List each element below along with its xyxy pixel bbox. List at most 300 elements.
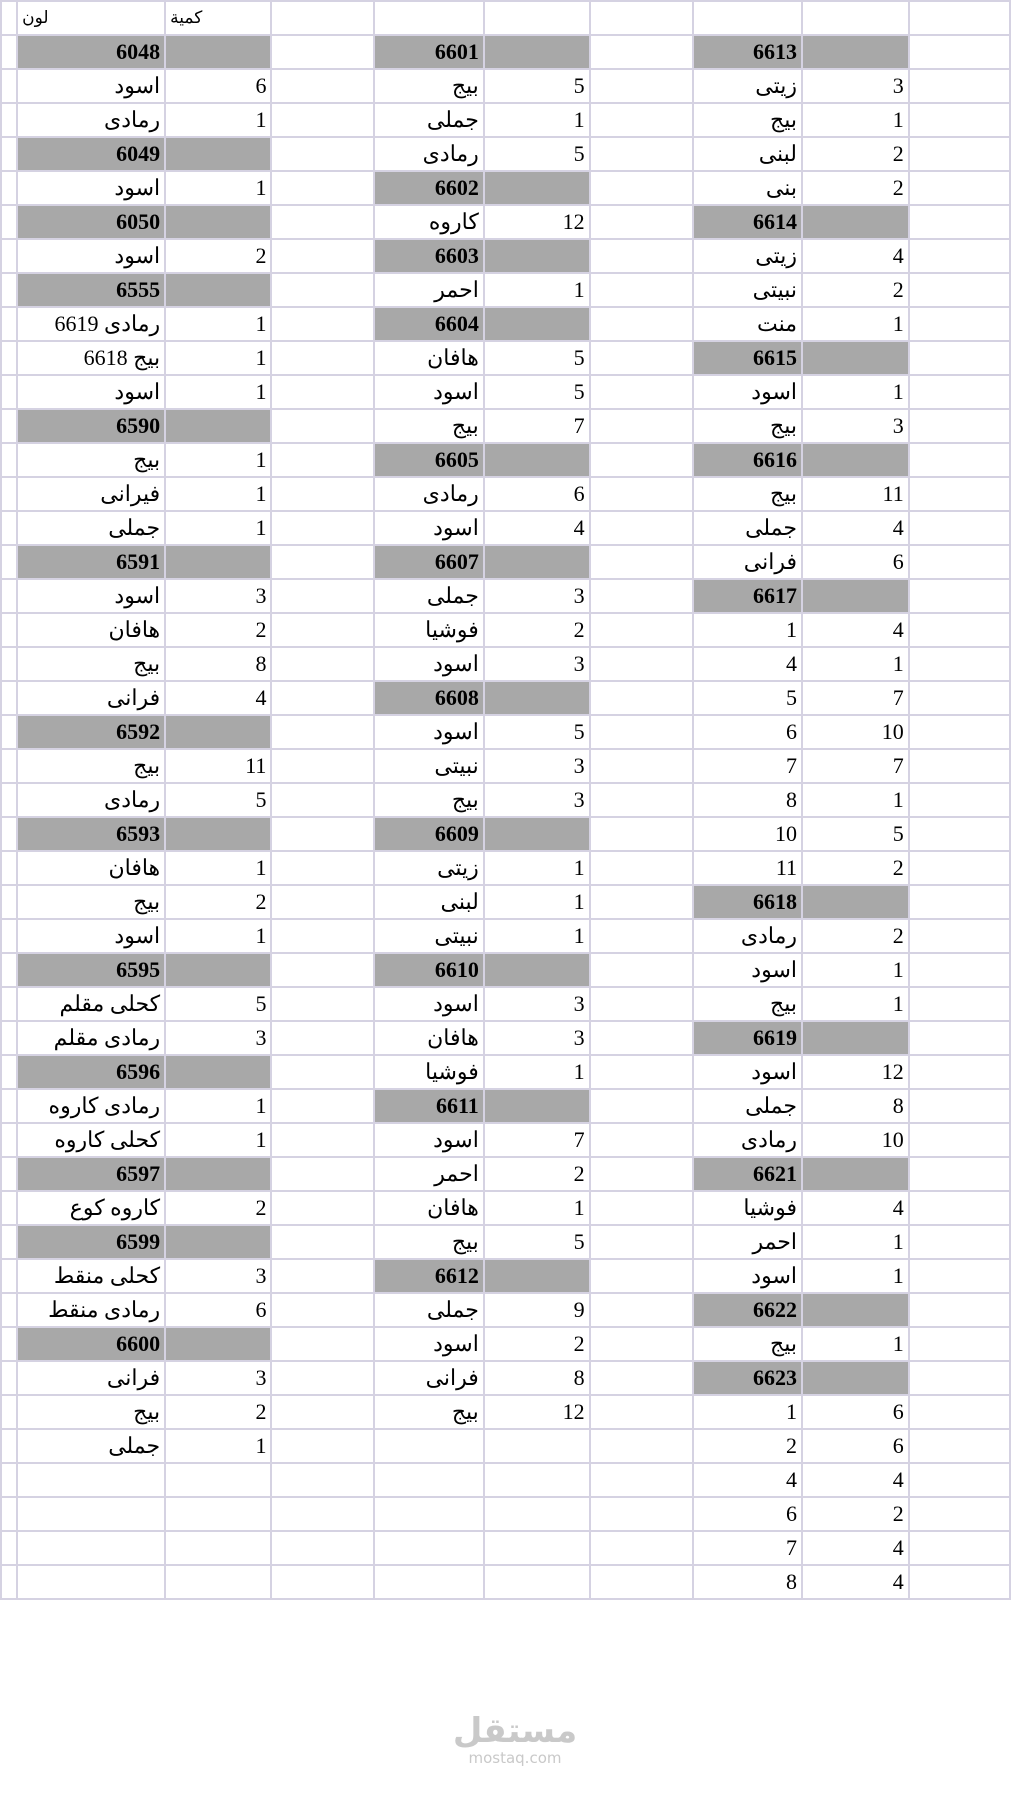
quantity-cell[interactable]: 11: [165, 749, 271, 783]
model-code-cell[interactable]: 6613: [693, 35, 802, 69]
row-gutter-cell[interactable]: [1, 647, 17, 681]
model-code-cell[interactable]: 6622: [693, 1293, 802, 1327]
color-cell[interactable]: فوشيا: [374, 1055, 483, 1089]
empty-cell[interactable]: [271, 1055, 374, 1089]
quantity-cell[interactable]: 12: [484, 205, 590, 239]
model-code-cell[interactable]: 6596: [17, 1055, 165, 1089]
quantity-cell[interactable]: 1: [802, 103, 909, 137]
color-cell[interactable]: 7: [693, 749, 802, 783]
quantity-cell[interactable]: 1: [165, 341, 271, 375]
empty-cell[interactable]: [590, 919, 693, 953]
quantity-cell[interactable]: 5: [484, 137, 590, 171]
row-gutter-cell[interactable]: [1, 1259, 17, 1293]
empty-cell[interactable]: [271, 239, 374, 273]
color-cell[interactable]: بيج: [693, 477, 802, 511]
color-cell[interactable]: جملى: [17, 1429, 165, 1463]
model-code-cell[interactable]: 6619: [693, 1021, 802, 1055]
quantity-cell[interactable]: 12: [802, 1055, 909, 1089]
row-gutter-cell[interactable]: [1, 919, 17, 953]
empty-cell[interactable]: [590, 375, 693, 409]
row-gutter-cell[interactable]: [1, 851, 17, 885]
empty-cell[interactable]: [271, 613, 374, 647]
empty-cell[interactable]: [271, 1463, 374, 1497]
quantity-cell[interactable]: 3: [165, 1259, 271, 1293]
row-gutter-cell[interactable]: [1, 375, 17, 409]
color-cell[interactable]: جملى: [374, 103, 483, 137]
color-cell[interactable]: اسود: [17, 171, 165, 205]
model-code-cell[interactable]: 6602: [374, 171, 483, 205]
color-cell[interactable]: اسود: [374, 375, 483, 409]
color-cell[interactable]: اسود: [374, 1327, 483, 1361]
model-code-cell[interactable]: 6600: [17, 1327, 165, 1361]
empty-cell[interactable]: [271, 1531, 374, 1565]
quantity-cell[interactable]: 1: [484, 1055, 590, 1089]
empty-cell[interactable]: [590, 1089, 693, 1123]
quantity-cell[interactable]: 2: [802, 1497, 909, 1531]
quantity-cell[interactable]: 1: [165, 307, 271, 341]
color-cell[interactable]: 7: [693, 1531, 802, 1565]
color-cell[interactable]: احمر: [374, 1157, 483, 1191]
empty-cell[interactable]: [909, 1225, 1010, 1259]
quantity-cell[interactable]: 1: [484, 273, 590, 307]
color-cell[interactable]: اسود: [374, 987, 483, 1021]
empty-cell[interactable]: [909, 511, 1010, 545]
empty-cell[interactable]: [271, 1225, 374, 1259]
empty-cell[interactable]: [374, 1, 483, 35]
row-gutter-cell[interactable]: [1, 171, 17, 205]
model-code-cell[interactable]: 6049: [17, 137, 165, 171]
empty-cell[interactable]: [590, 987, 693, 1021]
quantity-cell[interactable]: 4: [165, 681, 271, 715]
quantity-cell[interactable]: 5: [165, 987, 271, 1021]
quantity-cell[interactable]: 3: [802, 409, 909, 443]
quantity-cell[interactable]: 1: [484, 103, 590, 137]
quantity-cell[interactable]: 8: [802, 1089, 909, 1123]
color-cell[interactable]: فرانى: [693, 545, 802, 579]
quantity-cell[interactable]: 3: [484, 579, 590, 613]
model-code-cell[interactable]: 6610: [374, 953, 483, 987]
color-cell[interactable]: اسود: [17, 919, 165, 953]
empty-cell[interactable]: [590, 1191, 693, 1225]
quantity-cell[interactable]: 4: [802, 1191, 909, 1225]
quantity-cell[interactable]: 8: [484, 1361, 590, 1395]
empty-cell[interactable]: [909, 715, 1010, 749]
quantity-cell[interactable]: 3: [165, 579, 271, 613]
row-gutter-cell[interactable]: [1, 205, 17, 239]
quantity-cell[interactable]: 2: [802, 137, 909, 171]
empty-cell[interactable]: [590, 1021, 693, 1055]
color-cell[interactable]: بيج: [17, 647, 165, 681]
color-cell[interactable]: جملى: [693, 511, 802, 545]
quantity-cell[interactable]: 10: [802, 715, 909, 749]
color-cell[interactable]: 1: [693, 1395, 802, 1429]
row-gutter-cell[interactable]: [1, 1429, 17, 1463]
empty-cell[interactable]: [271, 477, 374, 511]
quantity-cell[interactable]: 4: [802, 1531, 909, 1565]
empty-cell[interactable]: [17, 1497, 165, 1531]
row-gutter-cell[interactable]: [1, 885, 17, 919]
quantity-cell[interactable]: 1: [165, 1089, 271, 1123]
empty-cell[interactable]: [374, 1463, 483, 1497]
model-code-fill-cell[interactable]: [165, 273, 271, 307]
quantity-cell[interactable]: 7: [802, 681, 909, 715]
empty-cell[interactable]: [271, 307, 374, 341]
model-code-fill-cell[interactable]: [165, 1225, 271, 1259]
empty-cell[interactable]: [590, 409, 693, 443]
row-gutter-cell[interactable]: [1, 817, 17, 851]
model-code-cell[interactable]: 6591: [17, 545, 165, 579]
empty-cell[interactable]: [374, 1531, 483, 1565]
empty-cell[interactable]: [909, 1293, 1010, 1327]
empty-cell[interactable]: [165, 1565, 271, 1599]
row-gutter-cell[interactable]: [1, 953, 17, 987]
model-code-fill-cell[interactable]: [484, 307, 590, 341]
row-gutter-cell[interactable]: [1, 273, 17, 307]
quantity-cell[interactable]: 3: [802, 69, 909, 103]
model-code-fill-cell[interactable]: [802, 341, 909, 375]
color-cell[interactable]: رمادى مقلم: [17, 1021, 165, 1055]
empty-cell[interactable]: [271, 1, 374, 35]
empty-cell[interactable]: [590, 273, 693, 307]
empty-cell[interactable]: [484, 1, 590, 35]
model-code-cell[interactable]: 6603: [374, 239, 483, 273]
quantity-cell[interactable]: 8: [165, 647, 271, 681]
empty-cell[interactable]: [271, 1497, 374, 1531]
quantity-cell[interactable]: 3: [484, 987, 590, 1021]
color-cell[interactable]: لبنى: [374, 885, 483, 919]
empty-cell[interactable]: [271, 1429, 374, 1463]
model-code-fill-cell[interactable]: [165, 35, 271, 69]
color-cell[interactable]: رمادى كاروه: [17, 1089, 165, 1123]
quantity-cell[interactable]: 1: [802, 647, 909, 681]
empty-cell[interactable]: [271, 579, 374, 613]
empty-cell[interactable]: [909, 885, 1010, 919]
model-code-cell[interactable]: 6615: [693, 341, 802, 375]
color-cell[interactable]: كحلى كاروه: [17, 1123, 165, 1157]
row-gutter-cell[interactable]: [1, 103, 17, 137]
empty-cell[interactable]: [909, 1259, 1010, 1293]
empty-cell[interactable]: [909, 171, 1010, 205]
empty-cell[interactable]: [271, 35, 374, 69]
color-cell[interactable]: احمر: [374, 273, 483, 307]
model-code-fill-cell[interactable]: [802, 1021, 909, 1055]
empty-cell[interactable]: [590, 1, 693, 35]
empty-cell[interactable]: [590, 1429, 693, 1463]
empty-cell[interactable]: [271, 1565, 374, 1599]
empty-cell[interactable]: [271, 341, 374, 375]
model-code-fill-cell[interactable]: [165, 817, 271, 851]
model-code-cell[interactable]: 6597: [17, 1157, 165, 1191]
empty-cell[interactable]: [271, 1157, 374, 1191]
model-code-fill-cell[interactable]: [484, 1089, 590, 1123]
quantity-cell[interactable]: 1: [165, 1429, 271, 1463]
model-code-cell[interactable]: 6617: [693, 579, 802, 613]
row-gutter-cell[interactable]: [1, 613, 17, 647]
empty-cell[interactable]: [271, 953, 374, 987]
quantity-cell[interactable]: 1: [165, 477, 271, 511]
empty-cell[interactable]: [590, 1497, 693, 1531]
model-code-fill-cell[interactable]: [802, 443, 909, 477]
empty-cell[interactable]: [17, 1463, 165, 1497]
row-gutter-cell[interactable]: [1, 783, 17, 817]
empty-cell[interactable]: [271, 987, 374, 1021]
row-gutter-cell[interactable]: [1, 1021, 17, 1055]
model-code-fill-cell[interactable]: [484, 239, 590, 273]
color-cell[interactable]: فرانى: [374, 1361, 483, 1395]
quantity-cell[interactable]: 2: [165, 1191, 271, 1225]
model-code-fill-cell[interactable]: [165, 137, 271, 171]
color-cell[interactable]: اسود: [374, 1123, 483, 1157]
empty-cell[interactable]: [909, 1395, 1010, 1429]
empty-cell[interactable]: [590, 137, 693, 171]
empty-cell[interactable]: [909, 1055, 1010, 1089]
model-code-cell[interactable]: 6618: [693, 885, 802, 919]
quantity-cell[interactable]: 2: [484, 1327, 590, 1361]
quantity-cell[interactable]: 10: [802, 1123, 909, 1157]
model-code-fill-cell[interactable]: [484, 817, 590, 851]
empty-cell[interactable]: [590, 443, 693, 477]
color-cell[interactable]: رمادى 6619: [17, 307, 165, 341]
color-cell[interactable]: هافان: [374, 1191, 483, 1225]
empty-cell[interactable]: [909, 443, 1010, 477]
quantity-cell[interactable]: 1: [165, 103, 271, 137]
empty-cell[interactable]: [590, 885, 693, 919]
color-cell[interactable]: اسود: [693, 953, 802, 987]
color-cell[interactable]: فوشيا: [374, 613, 483, 647]
empty-cell[interactable]: [271, 647, 374, 681]
empty-cell[interactable]: [271, 103, 374, 137]
empty-cell[interactable]: [590, 1395, 693, 1429]
empty-cell[interactable]: [909, 919, 1010, 953]
empty-cell[interactable]: [909, 273, 1010, 307]
model-code-fill-cell[interactable]: [484, 443, 590, 477]
quantity-cell[interactable]: 3: [484, 1021, 590, 1055]
color-cell[interactable]: بيج: [374, 1225, 483, 1259]
empty-cell[interactable]: [909, 477, 1010, 511]
empty-cell[interactable]: [590, 103, 693, 137]
color-cell[interactable]: 6: [693, 715, 802, 749]
empty-cell[interactable]: [271, 783, 374, 817]
model-code-fill-cell[interactable]: [484, 681, 590, 715]
row-gutter-cell[interactable]: [1, 341, 17, 375]
color-cell[interactable]: هافان: [17, 851, 165, 885]
quantity-cell[interactable]: 9: [484, 1293, 590, 1327]
model-code-cell[interactable]: 6604: [374, 307, 483, 341]
empty-cell[interactable]: [271, 919, 374, 953]
quantity-cell[interactable]: 6: [802, 1429, 909, 1463]
model-code-cell[interactable]: 6555: [17, 273, 165, 307]
empty-cell[interactable]: [909, 409, 1010, 443]
empty-cell[interactable]: [271, 69, 374, 103]
empty-cell[interactable]: [909, 749, 1010, 783]
model-code-fill-cell[interactable]: [802, 1157, 909, 1191]
color-cell[interactable]: فيرانى: [17, 477, 165, 511]
row-gutter-cell[interactable]: [1, 1293, 17, 1327]
qty-header-cell[interactable]: كمية: [165, 1, 271, 35]
color-cell[interactable]: زيتى: [693, 69, 802, 103]
empty-cell[interactable]: [590, 1293, 693, 1327]
row-gutter-cell[interactable]: [1, 579, 17, 613]
model-code-fill-cell[interactable]: [802, 205, 909, 239]
color-cell[interactable]: اسود: [17, 69, 165, 103]
quantity-cell[interactable]: 1: [165, 919, 271, 953]
color-cell[interactable]: بيج: [374, 1395, 483, 1429]
quantity-cell[interactable]: 5: [484, 375, 590, 409]
row-gutter-cell[interactable]: [1, 749, 17, 783]
empty-cell[interactable]: [909, 1531, 1010, 1565]
color-cell[interactable]: بيج: [693, 987, 802, 1021]
empty-cell[interactable]: [590, 1327, 693, 1361]
quantity-cell[interactable]: 6: [165, 69, 271, 103]
empty-cell[interactable]: [909, 1429, 1010, 1463]
quantity-cell[interactable]: 3: [165, 1021, 271, 1055]
color-cell[interactable]: 10: [693, 817, 802, 851]
quantity-cell[interactable]: 1: [165, 1123, 271, 1157]
empty-cell[interactable]: [909, 1361, 1010, 1395]
color-cell[interactable]: جملى: [17, 511, 165, 545]
empty-cell[interactable]: [590, 1225, 693, 1259]
row-gutter-cell[interactable]: [1, 545, 17, 579]
model-code-cell[interactable]: 6609: [374, 817, 483, 851]
empty-cell[interactable]: [17, 1565, 165, 1599]
quantity-cell[interactable]: 4: [802, 1565, 909, 1599]
empty-cell[interactable]: [590, 579, 693, 613]
quantity-cell[interactable]: 2: [484, 613, 590, 647]
quantity-cell[interactable]: 1: [165, 443, 271, 477]
model-code-fill-cell[interactable]: [484, 545, 590, 579]
empty-cell[interactable]: [271, 1021, 374, 1055]
quantity-cell[interactable]: 1: [802, 783, 909, 817]
model-code-fill-cell[interactable]: [802, 35, 909, 69]
empty-cell[interactable]: [271, 851, 374, 885]
quantity-cell[interactable]: 7: [802, 749, 909, 783]
model-code-cell[interactable]: 6601: [374, 35, 483, 69]
quantity-cell[interactable]: 1: [802, 1327, 909, 1361]
quantity-cell[interactable]: 5: [802, 817, 909, 851]
row-gutter-cell[interactable]: [1, 239, 17, 273]
empty-cell[interactable]: [909, 239, 1010, 273]
empty-cell[interactable]: [909, 1327, 1010, 1361]
empty-cell[interactable]: [271, 1191, 374, 1225]
color-cell[interactable]: 6: [693, 1497, 802, 1531]
quantity-cell[interactable]: 5: [484, 1225, 590, 1259]
model-code-fill-cell[interactable]: [802, 579, 909, 613]
row-gutter-cell[interactable]: [1, 715, 17, 749]
quantity-cell[interactable]: 4: [802, 613, 909, 647]
empty-cell[interactable]: [909, 1463, 1010, 1497]
empty-cell[interactable]: [909, 647, 1010, 681]
row-gutter-cell[interactable]: [1, 409, 17, 443]
model-code-cell[interactable]: 6592: [17, 715, 165, 749]
color-cell[interactable]: بيج: [693, 103, 802, 137]
quantity-cell[interactable]: 1: [802, 1259, 909, 1293]
row-gutter-cell[interactable]: [1, 1497, 17, 1531]
model-code-cell[interactable]: 6616: [693, 443, 802, 477]
color-cell[interactable]: كاروه: [374, 205, 483, 239]
model-code-fill-cell[interactable]: [802, 1293, 909, 1327]
empty-cell[interactable]: [271, 681, 374, 715]
empty-cell[interactable]: [271, 1089, 374, 1123]
model-code-cell[interactable]: 6614: [693, 205, 802, 239]
row-gutter-cell[interactable]: [1, 681, 17, 715]
empty-cell[interactable]: [909, 1565, 1010, 1599]
color-cell[interactable]: 1: [693, 613, 802, 647]
color-cell[interactable]: احمر: [693, 1225, 802, 1259]
color-cell[interactable]: اسود: [17, 239, 165, 273]
row-gutter-cell[interactable]: [1, 1157, 17, 1191]
model-code-fill-cell[interactable]: [165, 1157, 271, 1191]
quantity-cell[interactable]: 2: [165, 239, 271, 273]
row-gutter-cell[interactable]: [1, 1055, 17, 1089]
color-cell[interactable]: 5: [693, 681, 802, 715]
model-code-cell[interactable]: 6608: [374, 681, 483, 715]
color-cell[interactable]: اسود: [374, 511, 483, 545]
empty-cell[interactable]: [909, 1021, 1010, 1055]
quantity-cell[interactable]: 1: [484, 851, 590, 885]
color-cell[interactable]: 2: [693, 1429, 802, 1463]
quantity-cell[interactable]: 4: [802, 1463, 909, 1497]
quantity-cell[interactable]: 2: [802, 171, 909, 205]
quantity-cell[interactable]: 6: [484, 477, 590, 511]
empty-cell[interactable]: [590, 1055, 693, 1089]
empty-cell[interactable]: [374, 1429, 483, 1463]
empty-cell[interactable]: [484, 1531, 590, 1565]
empty-cell[interactable]: [909, 579, 1010, 613]
quantity-cell[interactable]: 4: [802, 511, 909, 545]
empty-cell[interactable]: [271, 205, 374, 239]
empty-cell[interactable]: [484, 1497, 590, 1531]
empty-cell[interactable]: [590, 1531, 693, 1565]
empty-cell[interactable]: [590, 69, 693, 103]
quantity-cell[interactable]: 2: [802, 851, 909, 885]
empty-cell[interactable]: [909, 1123, 1010, 1157]
color-cell[interactable]: 4: [693, 647, 802, 681]
quantity-cell[interactable]: 2: [802, 919, 909, 953]
row-gutter-cell[interactable]: [1, 443, 17, 477]
color-cell[interactable]: فرانى: [17, 681, 165, 715]
model-code-cell[interactable]: 6590: [17, 409, 165, 443]
model-code-fill-cell[interactable]: [165, 545, 271, 579]
model-code-fill-cell[interactable]: [484, 1259, 590, 1293]
empty-cell[interactable]: [484, 1565, 590, 1599]
empty-cell[interactable]: [909, 307, 1010, 341]
empty-cell[interactable]: [590, 1157, 693, 1191]
color-cell[interactable]: لبنى: [693, 137, 802, 171]
color-cell[interactable]: بيج: [17, 443, 165, 477]
quantity-cell[interactable]: 6: [802, 545, 909, 579]
color-cell[interactable]: منت: [693, 307, 802, 341]
empty-cell[interactable]: [271, 817, 374, 851]
quantity-cell[interactable]: 3: [165, 1361, 271, 1395]
empty-cell[interactable]: [909, 375, 1010, 409]
empty-cell[interactable]: [165, 1497, 271, 1531]
quantity-cell[interactable]: 7: [484, 1123, 590, 1157]
model-code-cell[interactable]: 6605: [374, 443, 483, 477]
empty-cell[interactable]: [271, 1259, 374, 1293]
empty-cell[interactable]: [271, 545, 374, 579]
empty-cell[interactable]: [271, 273, 374, 307]
empty-cell[interactable]: [165, 1463, 271, 1497]
color-cell[interactable]: رمادى: [374, 477, 483, 511]
model-code-cell[interactable]: 6607: [374, 545, 483, 579]
model-code-cell[interactable]: 6050: [17, 205, 165, 239]
model-code-fill-cell[interactable]: [165, 205, 271, 239]
model-code-fill-cell[interactable]: [802, 885, 909, 919]
color-cell[interactable]: كحلى مقلم: [17, 987, 165, 1021]
empty-cell[interactable]: [590, 1565, 693, 1599]
empty-cell[interactable]: [271, 1361, 374, 1395]
empty-cell[interactable]: [590, 205, 693, 239]
